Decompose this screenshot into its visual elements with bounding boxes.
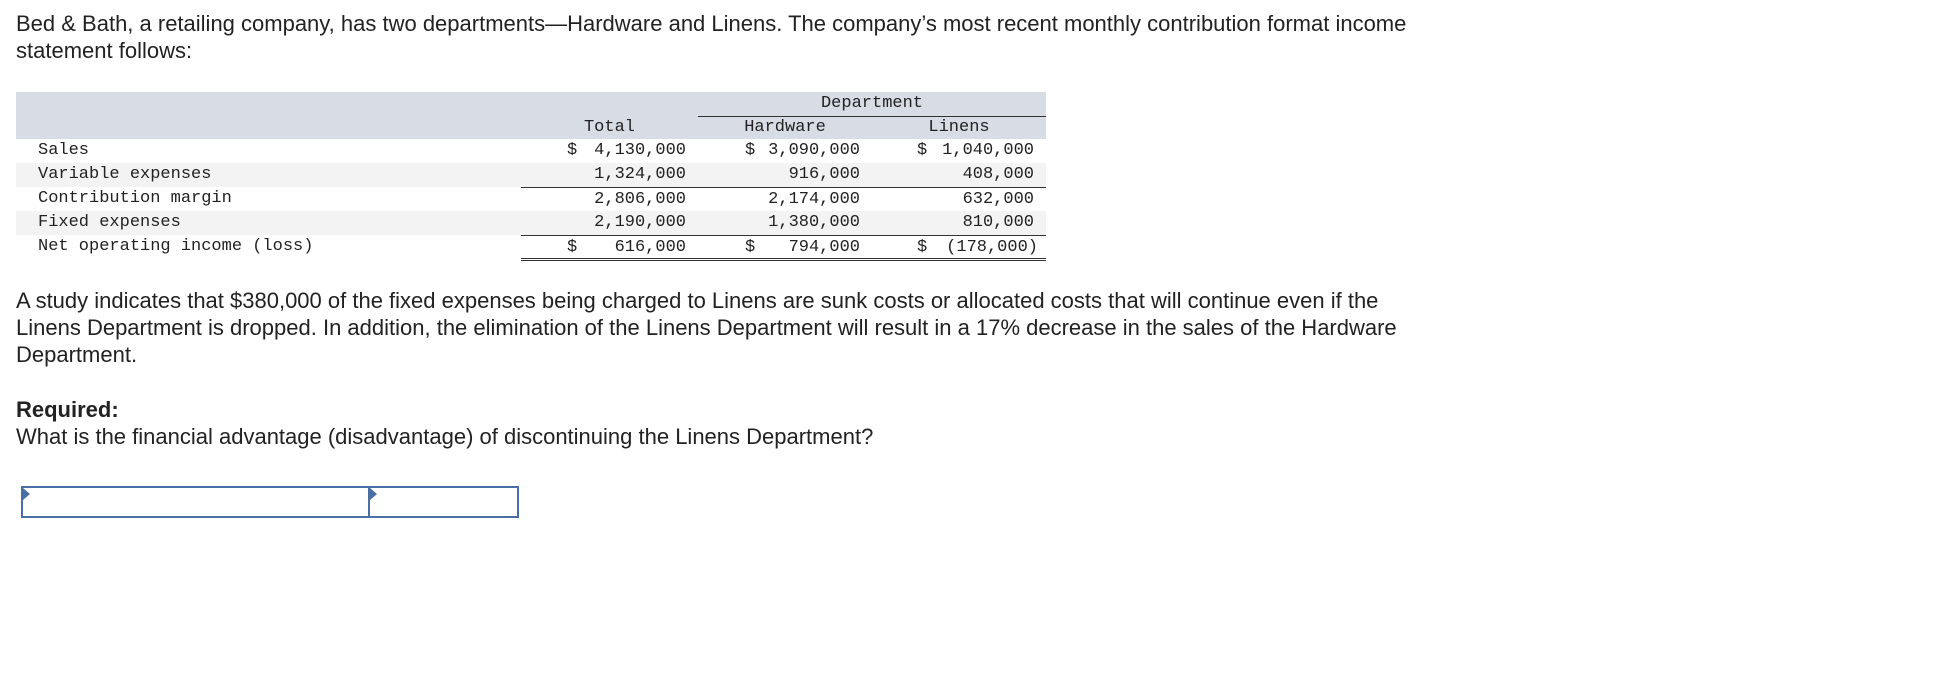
cell-hardware	[698, 235, 872, 261]
cell-value: 4,130,000	[594, 141, 686, 160]
currency-sign: $	[567, 238, 578, 257]
cell-hardware	[698, 163, 872, 186]
cell-value: 810,000	[962, 213, 1034, 232]
cell-value: 916,000	[788, 165, 860, 184]
cell-value: 794,000	[788, 238, 860, 257]
cell-value: 408,000	[962, 165, 1034, 184]
cell-linens	[872, 235, 1046, 261]
intro-paragraph: Bed & Bath, a retailing company, has two departments—Hardware and Linens. The company’s most recent monthly contribution format income statement follows:	[16, 11, 1407, 63]
column-header-linens: Linens	[928, 118, 990, 137]
cell-value: 632,000	[962, 190, 1034, 209]
table-row	[16, 139, 1046, 163]
cell-total	[521, 139, 698, 162]
cell-value: 1,324,000	[594, 165, 686, 184]
table-row	[16, 187, 1046, 211]
cell-value: 3,090,000	[768, 141, 860, 160]
table-row	[16, 211, 1046, 235]
cell-linens	[872, 187, 1046, 211]
cell-value: 2,174,000	[768, 190, 860, 209]
answer-amount-input[interactable]	[368, 486, 519, 518]
cell-value: 2,190,000	[594, 213, 686, 232]
currency-sign: $	[745, 141, 756, 160]
cell-value: (178,000)	[946, 238, 1038, 257]
column-header-hardware: Hardware	[744, 118, 826, 137]
cell-total	[521, 211, 698, 234]
column-header-total: Total	[583, 118, 635, 137]
cell-value: 1,380,000	[768, 213, 860, 232]
currency-sign: $	[917, 141, 928, 160]
cell-value: 616,000	[614, 238, 686, 257]
row-label: Net operating income (loss)	[38, 237, 314, 256]
cell-linens	[872, 211, 1046, 234]
income-statement-table	[16, 92, 1046, 259]
question-text: What is the financial advantage (disadvantage) of discontinuing the Linens Department?	[16, 424, 874, 449]
cell-linens	[872, 139, 1046, 162]
cell-hardware	[698, 187, 872, 211]
row-label: Fixed expenses	[38, 213, 181, 232]
cell-total	[521, 235, 698, 261]
row-label: Variable expenses	[38, 165, 212, 184]
study-paragraph: A study indicates that $380,000 of the fixed expenses being charged to Linens are sunk costs or allocated costs that will continue even if the Linens Department is dropped. In addition, the elimination of the Linens Department will result in a 17% decrease in the sales of the Hardware Department.	[16, 288, 1397, 367]
currency-sign: $	[745, 238, 756, 257]
cell-value: 1,040,000	[942, 141, 1034, 160]
cell-linens	[872, 163, 1046, 186]
table-header	[16, 92, 1046, 139]
department-header: Department	[698, 92, 1046, 117]
table-row	[16, 163, 1046, 187]
cell-total	[521, 187, 698, 211]
currency-sign: $	[917, 238, 928, 257]
input-marker-icon	[370, 488, 377, 500]
row-label: Sales	[38, 141, 90, 160]
input-marker-icon	[23, 488, 30, 500]
cell-total	[521, 163, 698, 186]
cell-value: 2,806,000	[594, 190, 686, 209]
row-label: Contribution margin	[38, 189, 232, 208]
currency-sign: $	[567, 141, 578, 160]
cell-hardware	[698, 211, 872, 234]
table-row	[16, 235, 1046, 259]
answer-label-input[interactable]	[21, 486, 370, 518]
required-heading: Required:	[16, 397, 119, 422]
cell-hardware	[698, 139, 872, 162]
